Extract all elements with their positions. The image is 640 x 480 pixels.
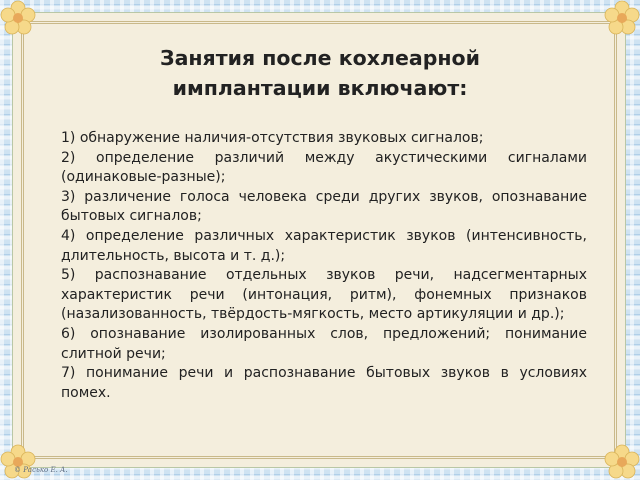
author-credit: © Расько Е. А. bbox=[14, 466, 68, 474]
list-item: 4) определение различных характеристик звуков (интенсивность, длительность, высота и т. д.); bbox=[61, 227, 587, 264]
list-item: 5) распознавание отдельных звуков речи, надсегментарных характеристик речи (интонация, ритм), фонемных признаков (назализованность, твёрдость-мягкость, место артикуляции и др.); bbox=[61, 267, 587, 323]
flower-icon bbox=[0, 0, 36, 36]
list-item: 3) различение голоса человека среди других звуков, опознавание бытовых сигналов; bbox=[61, 188, 587, 225]
item-list bbox=[61, 129, 587, 403]
flower-icon bbox=[0, 444, 36, 480]
slide-panel bbox=[12, 12, 626, 468]
list-item: 7) понимание речи и распознавание бытовых звуков в условиях помех. bbox=[61, 365, 587, 401]
flower-icon bbox=[604, 444, 640, 480]
list-item: 1) обнаружение наличия-отсутствия звуковых сигналов; bbox=[61, 130, 484, 146]
slide-title bbox=[83, 43, 557, 103]
list-item: 2) определение различий между акустическими сигналами (одинаковые-разные); bbox=[61, 149, 587, 186]
list-item: 6) опознавание изолированных слов, предложений; понимание слитной речи; bbox=[61, 325, 587, 362]
title-line: Занятия после кохлеарной bbox=[160, 46, 480, 70]
flower-icon bbox=[604, 0, 640, 36]
title-line: имплантации включают: bbox=[172, 76, 468, 100]
